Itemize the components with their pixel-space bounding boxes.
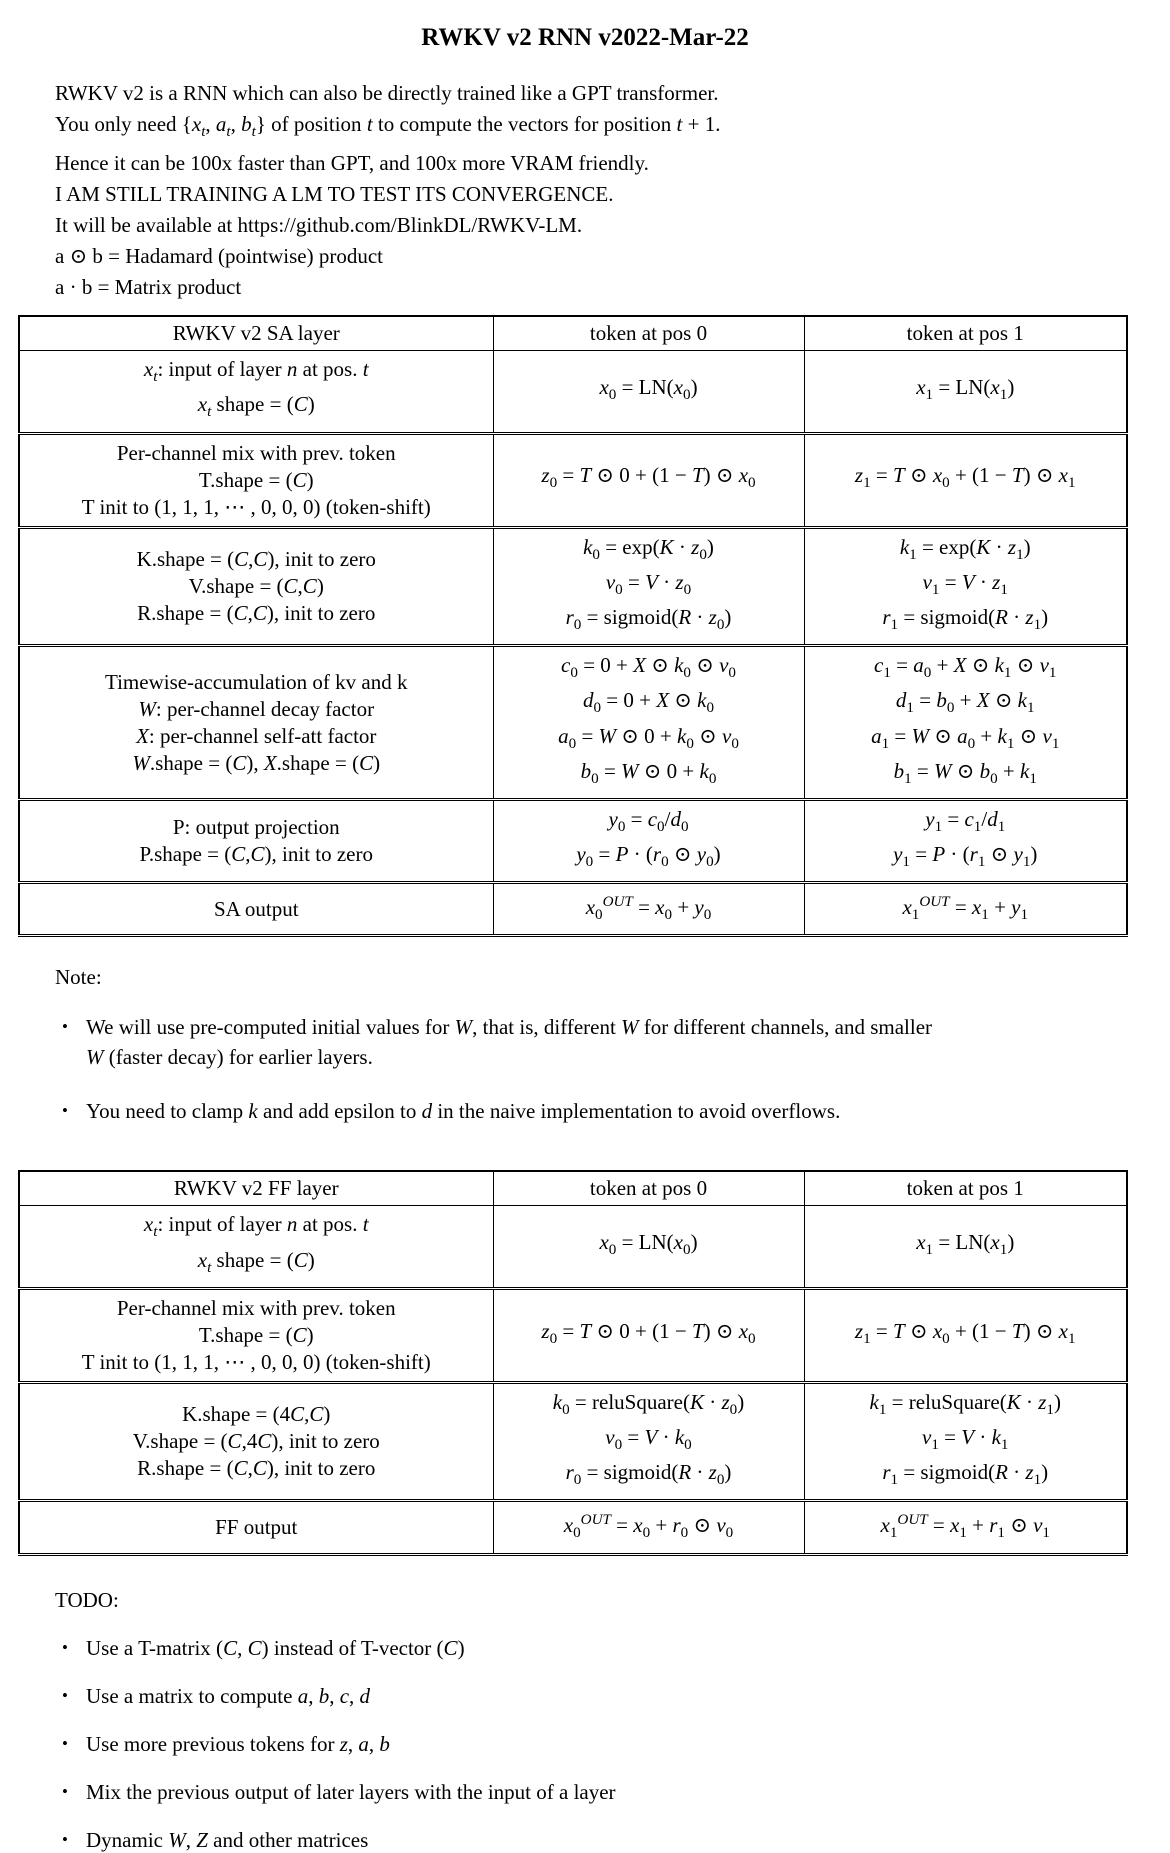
formula-line: $x_0^{OUT} = x_0 + r_0$ ⊙ $v_0$ — [563, 1512, 734, 1542]
formula-line: $k_0$ = reluSquare(K · $z_0$) — [552, 1389, 745, 1418]
desc-cell — [19, 1382, 493, 1501]
note-list — [60, 1012, 1170, 1126]
desc-line: T.shape = (C) — [198, 1322, 314, 1347]
note-heading: Note: — [55, 965, 102, 990]
desc-line: W: per-channel decay factor — [138, 696, 375, 721]
page-title: RWKV v2 RNN v2022-Mar-22 — [421, 24, 749, 51]
desc-cell — [19, 1501, 493, 1554]
todo-item: • Use more previous tokens for z, a, b — [60, 1731, 1170, 1757]
desc-cell — [19, 433, 493, 527]
formula-line: $z_1 = T$ ⊙ $x_0 + (1 - T)$ ⊙ $x_1$ — [854, 1318, 1076, 1347]
intro-line: Hence it can be 100x faster than GPT, and 100x more VRAM friendly. — [55, 151, 649, 176]
table-row-input — [19, 1206, 1127, 1288]
formula-line: $a_1 = W$ ⊙ $a_0 + k_1$ ⊙ $v_1$ — [871, 723, 1060, 752]
desc-cell — [19, 1206, 493, 1288]
table-row-token-mix — [19, 433, 1127, 527]
formula-line: $d_0 = 0 + X$ ⊙ $k_0$ — [582, 688, 715, 717]
todo-item: • Use a T-matrix (C, C) instead of T-vector (C) — [60, 1635, 1170, 1661]
intro-line-url: It will be available at https://github.com/BlinkDL/RWKV-LM. — [55, 213, 583, 238]
formula-line: $x_0^{OUT} = x_0 + y_0$ — [585, 894, 712, 924]
desc-line: FF output — [215, 1514, 298, 1539]
formula-cell-pos0 — [493, 527, 804, 646]
intro-line-hadamard-definition: a ⊙ b = Hadamard (pointwise) product — [55, 244, 384, 269]
formula-cell-pos1 — [804, 646, 1127, 800]
formula-line: $y_1 = P \cdot (r_1$ ⊙ $y_1$) — [893, 842, 1038, 871]
formula-line: $y_0 = P \cdot (r_0$ ⊙ $y_0$) — [576, 842, 721, 871]
formula-line: $x_0 = LN(x_0)$ — [599, 374, 698, 403]
formula-line: $x_1^{OUT} = x_1 + y_1$ — [902, 894, 1029, 924]
desc-line: T.shape = (C) — [198, 467, 314, 492]
table-row-input — [19, 351, 1127, 433]
formula-cell-pos0 — [493, 1288, 804, 1382]
desc-cell — [19, 1288, 493, 1382]
formula-cell-pos1 — [804, 1501, 1127, 1554]
formula-line: $x_1 = LN(x_1)$ — [916, 374, 1015, 403]
formula-line: $b_0 = W$ ⊙ $0 + k_0$ — [580, 758, 717, 787]
desc-cell — [19, 351, 493, 433]
formula-cell-pos0 — [493, 799, 804, 882]
formula-cell-pos1 — [804, 883, 1127, 936]
formula-line: $c_0 = 0 + X$ ⊙ $k_0$ ⊙ $v_0$ — [561, 653, 736, 682]
desc-line: R.shape = (C,C), init to zero — [137, 1456, 376, 1481]
note-item — [60, 1012, 1170, 1072]
formula-cell-pos1 — [804, 351, 1127, 433]
sa-column-header-layer: RWKV v2 SA layer — [19, 316, 493, 351]
formula-line: $v_0 = V \cdot z_0$ — [605, 569, 692, 598]
todo-heading: TODO: — [55, 1587, 119, 1612]
intro-line: You only need {$x_t$, $a_t$, $b_t$} of position t to compute the vectors for position t + 1. — [55, 112, 721, 141]
note-line: • We will use pre-computed initial values for W, that is, different W for different channels, and smaller — [86, 1015, 933, 1040]
formula-cell-pos0 — [493, 433, 804, 527]
sa-table-header-row — [19, 316, 1127, 351]
desc-line: Per-channel mix with prev. token — [116, 1295, 396, 1320]
formula-cell-pos1 — [804, 799, 1127, 882]
formula-cell-pos0 — [493, 351, 804, 433]
formula-line: $z_0 = T$ ⊙ 0 + (1 − T) ⊙ $x_0$ — [541, 463, 756, 492]
desc-line: Timewise-accumulation of kv and k — [104, 669, 408, 694]
formula-line: $k_1$ = reluSquare(K · $z_1$) — [869, 1389, 1061, 1418]
desc-line: K.shape = (4C,C) — [182, 1402, 331, 1427]
desc-line: $x_t$: input of layer n at pos. t — [143, 1212, 369, 1241]
desc-cell — [19, 646, 493, 800]
formula-line: $r_1$ = sigmoid(R · $z_1$) — [882, 604, 1049, 634]
desc-line: T init to (1, 1, 1, ⋯ , 0, 0, 0) (token-shift) — [81, 494, 431, 519]
desc-cell — [19, 883, 493, 936]
formula-line: $b_1 = W$ ⊙ $b_0 + k_1$ — [893, 758, 1037, 787]
desc-line: P.shape = (C,C), init to zero — [139, 842, 373, 867]
table-row-token-mix — [19, 1288, 1127, 1382]
formula-cell-pos0 — [493, 646, 804, 800]
formula-cell-pos1 — [804, 1382, 1127, 1501]
formula-line: $y_1 = c_1/d_1$ — [925, 806, 1006, 836]
formula-line: $v_1 = V \cdot k_1$ — [922, 1425, 1009, 1454]
sa-layer-table — [18, 315, 1128, 937]
desc-line: $x_t$ shape = (C) — [197, 1247, 315, 1276]
desc-line: P: output projection — [172, 815, 340, 840]
note-line: W (faster decay) for earlier layers. — [86, 1045, 373, 1070]
table-row-kvr — [19, 1382, 1127, 1501]
desc-line: K.shape = (C,C), init to zero — [136, 546, 376, 571]
desc-line: V.shape = (C,C) — [188, 573, 324, 598]
table-row-ff-output — [19, 1501, 1127, 1554]
note-line: • You need to clamp k and add epsilon to d in the naive implementation to avoid overflows. — [86, 1099, 841, 1124]
table-row-timewise-accumulation — [19, 646, 1127, 800]
formula-line: $v_0 = V \cdot k_0$ — [605, 1425, 692, 1454]
todo-item: • Use a matrix to compute a, b, c, d — [60, 1683, 1170, 1709]
formula-line: $k_1 = \exp(K \cdot z_1)$ — [899, 534, 1031, 563]
formula-cell-pos1 — [804, 1206, 1127, 1288]
intro-line: RWKV v2 is a RNN which can also be directly trained like a GPT transformer. — [55, 81, 719, 105]
todo-item: • Dynamic W, Z and other matrices — [60, 1827, 1170, 1853]
note-item — [60, 1096, 1170, 1126]
ff-table-header-row — [19, 1171, 1127, 1206]
desc-line: X: per-channel self-att factor — [136, 723, 377, 748]
formula-cell-pos0 — [493, 1206, 804, 1288]
desc-line: W.shape = (C), X.shape = (C) — [132, 750, 381, 775]
ff-layer-table — [18, 1170, 1128, 1555]
intro-paragraph — [55, 78, 1150, 303]
ff-column-header-layer: RWKV v2 FF layer — [19, 1171, 493, 1206]
formula-line: $r_0$ = sigmoid(R · $z_0$) — [565, 604, 732, 634]
desc-line: R.shape = (C,C), init to zero — [137, 600, 376, 625]
desc-line: SA output — [213, 896, 299, 921]
desc-line: T init to (1, 1, 1, ⋯ , 0, 0, 0) (token-shift) — [81, 1349, 431, 1374]
formula-line: $a_0 = W$ ⊙ $0 + k_0$ ⊙ $v_0$ — [558, 723, 739, 752]
intro-line: I AM STILL TRAINING A LM TO TEST ITS CONVERGENCE. — [55, 182, 614, 207]
desc-cell — [19, 799, 493, 882]
formula-line: $d_1 = b_0 + X$ ⊙ $k_1$ — [895, 688, 1035, 717]
formula-cell-pos0 — [493, 1501, 804, 1554]
table-row-kvr — [19, 527, 1127, 646]
formula-cell-pos1 — [804, 433, 1127, 527]
formula-line: $x_0 = LN(x_0)$ — [599, 1230, 698, 1259]
ff-column-header-pos1: token at pos 1 — [804, 1171, 1127, 1206]
formula-cell-pos0 — [493, 883, 804, 936]
formula-cell-pos1 — [804, 527, 1127, 646]
sa-column-header-pos0: token at pos 0 — [493, 316, 804, 351]
formula-line: $x_1^{OUT} = x_1 + r_1$ ⊙ $v_1$ — [880, 1512, 1050, 1542]
formula-line: $r_0$ = sigmoid(R · $z_0$) — [565, 1460, 732, 1489]
desc-cell — [19, 527, 493, 646]
formula-line: $y_0 = c_0/d_0$ — [608, 806, 689, 836]
formula-line: $z_1 = T$ ⊙ $x_0 + (1 - T)$ ⊙ $x_1$ — [854, 463, 1076, 492]
desc-line: $x_t$: input of layer n at pos. t — [143, 357, 369, 386]
formula-line: $k_0 = \exp(K \cdot z_0)$ — [583, 534, 714, 563]
todo-list — [60, 1635, 1170, 1853]
desc-line: $x_t$ shape = (C) — [197, 392, 315, 421]
formula-cell-pos1 — [804, 1288, 1127, 1382]
formula-line: $r_1$ = sigmoid(R · $z_1$) — [882, 1460, 1049, 1489]
desc-line: V.shape = (C,4C), init to zero — [132, 1429, 380, 1454]
table-row-sa-output — [19, 883, 1127, 936]
ff-column-header-pos0: token at pos 0 — [493, 1171, 804, 1206]
formula-line: $c_1 = a_0 + X$ ⊙ $k_1$ ⊙ $v_1$ — [874, 653, 1057, 682]
formula-line: $z_0 = T$ ⊙ 0 + (1 − T) ⊙ $x_0$ — [541, 1318, 756, 1347]
table-row-output-projection — [19, 799, 1127, 882]
sa-column-header-pos1: token at pos 1 — [804, 316, 1127, 351]
formula-line: $x_1 = LN(x_1)$ — [916, 1230, 1015, 1259]
desc-line: Per-channel mix with prev. token — [116, 440, 396, 465]
formula-cell-pos0 — [493, 1382, 804, 1501]
intro-line-matrix-definition: a · b = Matrix product — [55, 275, 242, 300]
formula-line: $v_1 = V \cdot z_1$ — [922, 569, 1008, 598]
todo-item: • Mix the previous output of later layers with the input of a layer — [60, 1779, 1170, 1805]
